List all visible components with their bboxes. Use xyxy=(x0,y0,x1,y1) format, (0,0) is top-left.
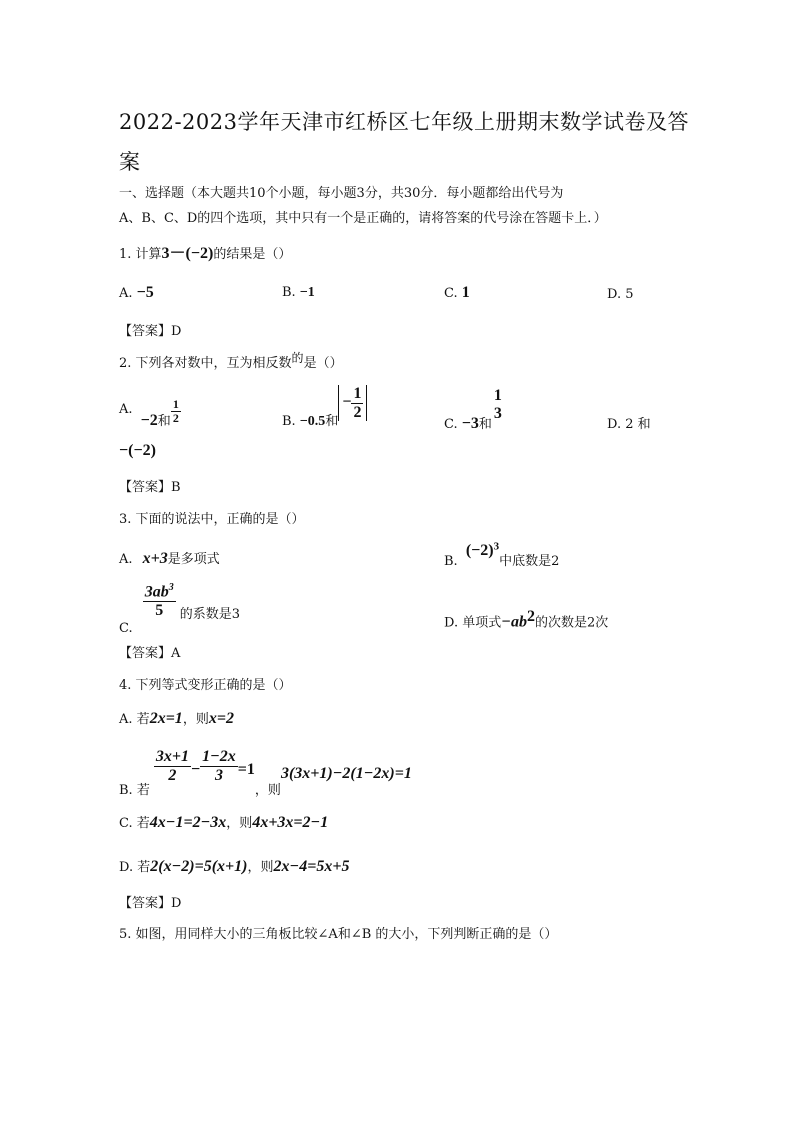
q1-option-a xyxy=(119,284,154,302)
q3-c-numerator-text: 3ab xyxy=(144,583,169,601)
q4-a-ze: ，则 xyxy=(182,712,209,727)
question-3-stem: 3. 下面的说法中，正确的是（） xyxy=(119,512,305,527)
fraction-numerator: 3x+1 xyxy=(155,748,189,765)
q1-expression: 3－(−2) xyxy=(161,245,214,262)
q3-option-a xyxy=(119,548,220,568)
option-label: B. xyxy=(282,285,296,300)
option-label: D. xyxy=(607,417,622,432)
q4-option-d xyxy=(119,856,349,876)
fraction-denominator: 2 xyxy=(353,403,362,421)
q3-c-exponent: 3 xyxy=(168,582,174,593)
document-title-line1: 2022-2023学年天津市红桥区七年级上册期末数学试卷及答 xyxy=(119,110,689,134)
q2-a-fraction xyxy=(171,398,181,425)
q3-a-text: 是多项式 xyxy=(167,552,220,567)
option-label: D. xyxy=(444,615,459,631)
q3-b-text: 中底数是2 xyxy=(499,554,560,569)
option-label: D. xyxy=(607,287,622,302)
fraction-numerator: 1 xyxy=(172,397,179,411)
q4-answer: 【答案】D xyxy=(119,896,182,911)
q2-c-he: 和 xyxy=(478,417,492,433)
q3-d-expression: −ab xyxy=(501,613,527,631)
option-label: B. xyxy=(119,782,133,798)
q2-small-char: 的 xyxy=(291,351,304,365)
option-label: A. xyxy=(119,286,133,301)
q2-c-fraction xyxy=(492,387,504,422)
q4-option-c xyxy=(119,812,328,832)
q2-b-fraction xyxy=(351,385,363,421)
question-4-stem: 4. 下列等式变形正确的是（） xyxy=(119,678,292,693)
fraction-denominator: 2 xyxy=(172,411,179,426)
q2-option-a xyxy=(119,396,181,430)
q3-b-base: (−2) xyxy=(465,542,494,559)
option-value: 5 xyxy=(625,287,634,302)
question-2-stem xyxy=(119,352,343,371)
q2-option-c xyxy=(444,385,504,433)
q3-option-c xyxy=(119,582,241,637)
q4-option-a xyxy=(119,708,234,728)
q2-a-he: 和 xyxy=(157,414,171,430)
q4-a-equation: 2x=1 xyxy=(149,710,183,727)
q2-option-d-continued: −(−2) xyxy=(119,442,156,459)
question-1-stem xyxy=(119,240,291,263)
q4-c-ruo: 若 xyxy=(136,816,150,831)
q2-d-text: 2 和 xyxy=(625,417,651,432)
fraction-numerator: 1 xyxy=(353,385,362,402)
q3-d-text: 的次数是2次 xyxy=(534,615,609,631)
q4-d-result: 2x−4=5x+5 xyxy=(273,858,350,875)
fraction-denominator: 3 xyxy=(214,766,223,784)
q3-option-d xyxy=(444,608,608,631)
q4-b-ruo: 若 xyxy=(136,782,150,798)
option-value: −1 xyxy=(299,285,315,300)
q2-answer: 【答案】B xyxy=(119,480,181,495)
fraction-numerator: 1−2x xyxy=(202,748,236,765)
q4-d-equation: 2(x−2)=5(x+1) xyxy=(150,858,248,875)
q2-b-left: −0.5 xyxy=(299,413,326,429)
q3-c-text: 的系数是3 xyxy=(179,607,241,623)
q4-b-result: 3(3x+1)−2(1−2x)=1 xyxy=(280,764,412,782)
fraction-denominator: 3 xyxy=(493,404,502,422)
q4-b-fraction-2 xyxy=(200,748,238,784)
q1-option-c xyxy=(444,284,470,302)
q1-prefix: 1. 计算 xyxy=(119,247,162,262)
q1-answer: 【答案】D xyxy=(119,324,182,339)
document-title-line2: 案 xyxy=(119,150,141,174)
q4-b-fraction-1 xyxy=(154,748,191,784)
q4-d-ruo: 若 xyxy=(137,860,151,875)
option-label: A. xyxy=(119,552,133,567)
fraction-denominator: 2 xyxy=(168,766,177,784)
q4-a-result: x=2 xyxy=(208,710,234,727)
q3-d-exponent: 2 xyxy=(526,608,535,625)
fraction-numerator: 1 xyxy=(493,387,502,404)
q4-b-minus: − xyxy=(190,760,201,778)
q4-c-equation: 4x−1=2−3x xyxy=(149,814,227,831)
option-label: C. xyxy=(119,621,133,637)
option-label: B. xyxy=(282,413,296,429)
q2-b-sign: − xyxy=(342,393,352,411)
q3-answer: 【答案】A xyxy=(119,646,181,661)
q4-option-b xyxy=(119,748,412,798)
question-5-stem: 5. 如图，用同样大小的三角板比较∠A和∠B 的大小，下列判断正确的是（） xyxy=(119,927,558,942)
q4-b-ze: ，则 xyxy=(254,782,281,798)
q4-a-ruo: 若 xyxy=(136,712,150,727)
q4-c-result: 4x+3x=2−1 xyxy=(252,814,329,831)
option-label: A. xyxy=(119,712,133,727)
q4-c-ze: ，则 xyxy=(226,816,253,831)
q2-b-he: 和 xyxy=(325,413,339,429)
q4-d-ze: ，则 xyxy=(247,860,274,875)
q2-a-left: −2 xyxy=(140,412,158,430)
q3-a-expression: x+3 xyxy=(142,550,168,567)
q3-b-exponent: 3 xyxy=(493,540,500,553)
q1-option-d xyxy=(607,287,634,302)
q2-option-d xyxy=(607,413,651,432)
option-label: C. xyxy=(444,286,458,301)
q1-suffix: 的结果是（） xyxy=(213,247,292,262)
option-label: C. xyxy=(119,816,133,831)
q3-option-b xyxy=(444,540,560,569)
option-label: A. xyxy=(119,402,133,418)
option-label: C. xyxy=(444,417,458,433)
section-header-line2: A、B、C、D的四个选项，其中只有一个是正确的，请将答案的代号涂在答题卡上．） xyxy=(119,211,607,226)
option-value: −5 xyxy=(136,284,154,301)
fraction-denominator: 5 xyxy=(155,601,164,619)
option-label: B. xyxy=(444,554,458,569)
q2-c-left: −3 xyxy=(461,415,479,433)
option-label: D. xyxy=(119,860,134,875)
q3-c-fraction xyxy=(143,582,176,620)
q2-option-b xyxy=(282,385,367,429)
q4-b-equals-one: =1 xyxy=(237,760,255,778)
fraction-numerator xyxy=(143,582,176,602)
q3-d-prefix: 单项式 xyxy=(462,615,502,631)
option-value: 1 xyxy=(461,284,470,301)
q1-option-b xyxy=(282,285,315,301)
section-header-line1: 一、选择题（本大题共10个小题，每小题3分，共30分．每小题都给出代号为 xyxy=(119,186,564,201)
q2-b-absolute-value xyxy=(338,385,367,421)
q2-suffix: 是（） xyxy=(303,356,343,371)
q2-prefix: 2. 下列各对数中，互为相反数 xyxy=(119,356,292,371)
